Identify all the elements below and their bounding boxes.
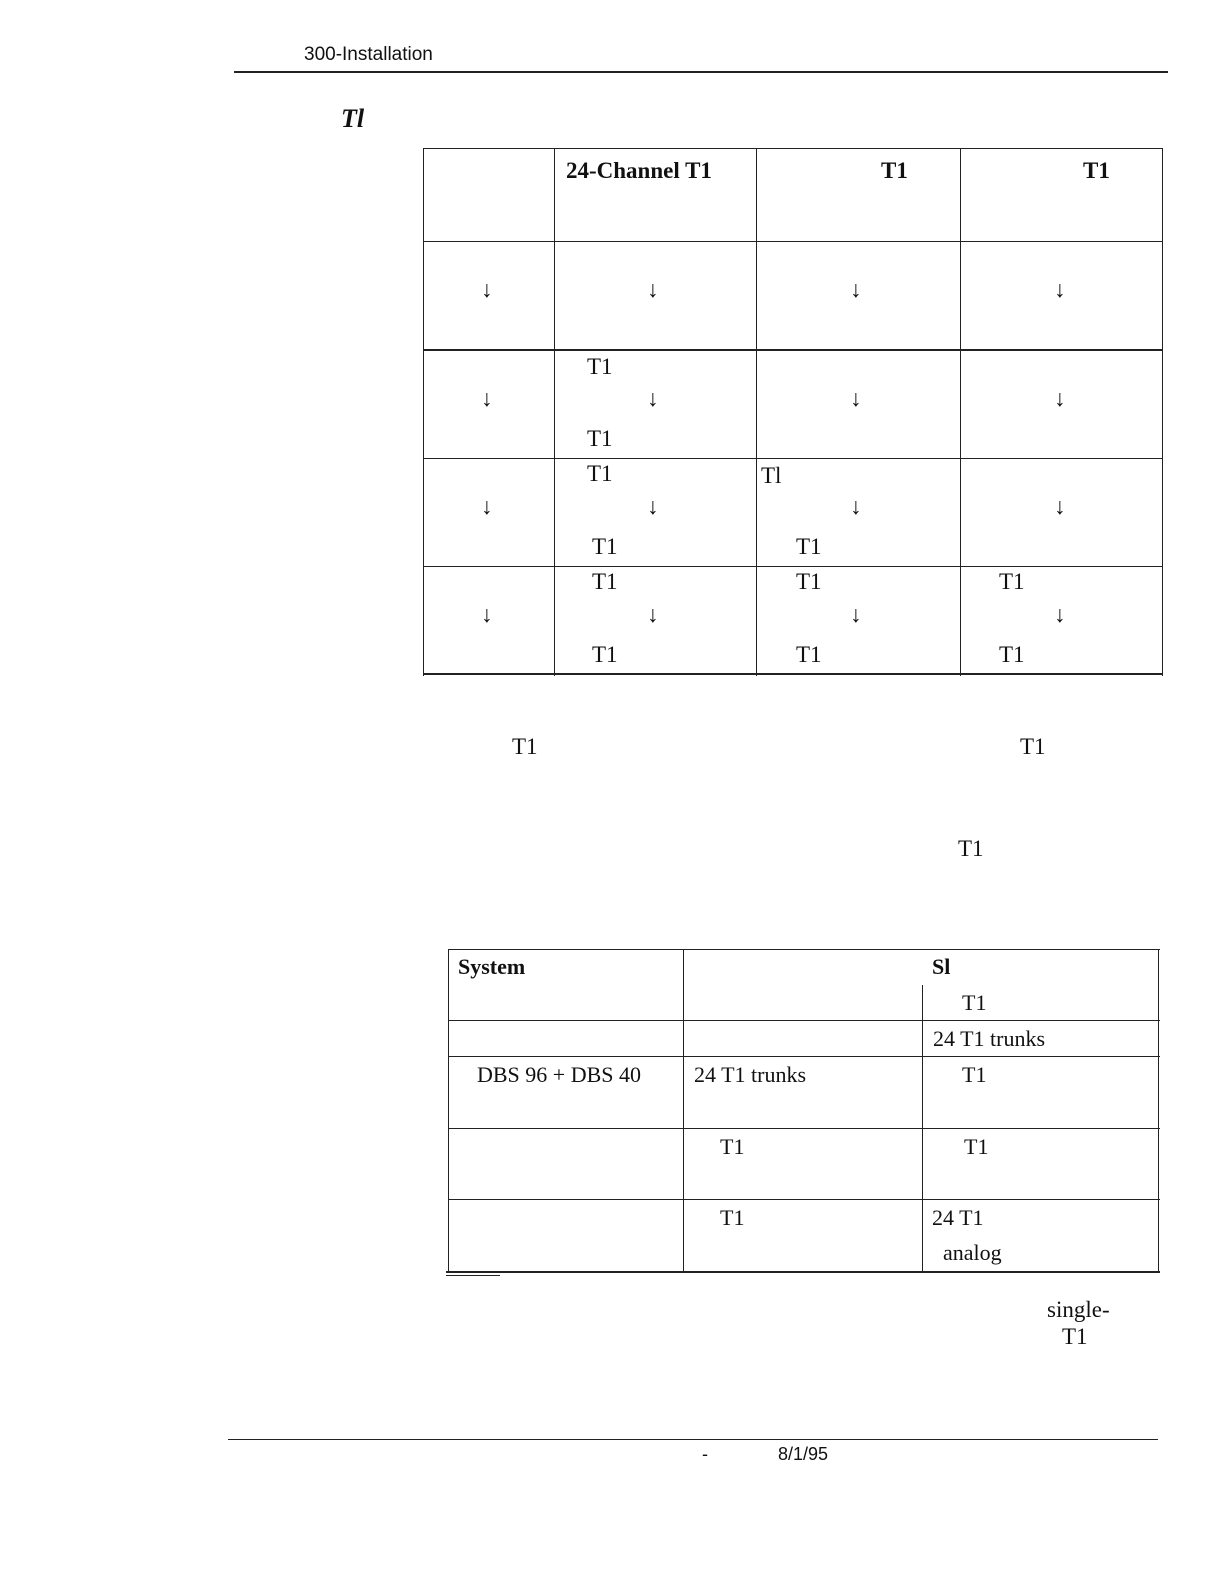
header-rule [234, 71, 1168, 73]
t1-label: T1 [592, 642, 618, 667]
header-sl: Sl [932, 954, 951, 979]
t1-label: T1 [587, 461, 613, 486]
cell-r3-c3: T1 [962, 1062, 987, 1087]
cell-r5-c3-line1: 24 T1 [932, 1205, 984, 1230]
cell-r3-c2: 24 T1 trunks [694, 1062, 807, 1087]
cell-r1-c3: T1 [962, 990, 987, 1015]
t1-label: T1 [999, 569, 1025, 594]
table-border [1162, 148, 1163, 676]
t1-label: T1 [592, 569, 618, 594]
table-border [423, 673, 1163, 675]
cell-r4-c3: T1 [964, 1134, 989, 1159]
table-divider [683, 949, 684, 1271]
table-divider [756, 148, 757, 676]
footer-rule [228, 1439, 1158, 1440]
t1-label: T1 [592, 534, 618, 559]
table-border [448, 949, 449, 1271]
down-arrow-icon: ↓ [481, 494, 493, 519]
cell-r3-c1: DBS 96 + DBS 40 [477, 1062, 642, 1087]
system-trunk-table [446, 949, 1160, 1274]
note-text: single- [1047, 1297, 1110, 1322]
table-divider [423, 349, 1163, 351]
down-arrow-icon: ↓ [1054, 277, 1066, 302]
down-arrow-icon: ↓ [1054, 386, 1066, 411]
header-t1-col3: T1 [881, 158, 908, 183]
table-border [1158, 949, 1159, 1271]
down-arrow-icon: ↓ [850, 277, 862, 302]
tl-label: Tl [761, 463, 782, 488]
body-t1-term: T1 [958, 836, 984, 861]
table-divider [922, 985, 923, 1271]
table-border [423, 148, 1163, 149]
section-label: Tl [341, 104, 365, 133]
t1-label: T1 [587, 354, 613, 379]
down-arrow-icon: ↓ [481, 277, 493, 302]
cell-r5-c3-line2: analog [943, 1240, 1002, 1265]
down-arrow-icon: ↓ [647, 602, 659, 627]
down-arrow-icon: ↓ [850, 386, 862, 411]
table-divider [448, 1128, 1160, 1129]
down-arrow-icon: ↓ [647, 494, 659, 519]
t1-label: T1 [796, 569, 822, 594]
page-header-title: 300-Installation [304, 44, 433, 65]
t1-config-table [423, 148, 1163, 676]
table-divider [448, 1020, 1160, 1021]
down-arrow-icon: ↓ [850, 494, 862, 519]
note-text: T1 [1062, 1324, 1088, 1349]
table-border [446, 1271, 1160, 1273]
body-t1-term: T1 [512, 734, 538, 759]
t1-label: T1 [999, 642, 1025, 667]
table-divider [960, 148, 961, 676]
cell-r5-c2: T1 [720, 1205, 745, 1230]
down-arrow-icon: ↓ [1054, 602, 1066, 627]
header-t1-col4: T1 [1083, 158, 1110, 183]
down-arrow-icon: ↓ [647, 277, 659, 302]
footer-separator: - [702, 1444, 708, 1464]
footer-date: 8/1/95 [778, 1444, 829, 1464]
header-24-channel-t1: 24-Channel T1 [566, 158, 712, 183]
table-divider [448, 1056, 1160, 1057]
table-border [423, 148, 424, 676]
table-divider [423, 566, 1163, 567]
down-arrow-icon: ↓ [647, 386, 659, 411]
footnote-rule [446, 1275, 500, 1276]
t1-label: T1 [796, 642, 822, 667]
header-system: System [458, 954, 526, 979]
down-arrow-icon: ↓ [850, 602, 862, 627]
table-border [448, 949, 1160, 950]
table-divider [448, 1199, 1160, 1200]
cell-r2-c3: 24 T1 trunks [933, 1026, 1046, 1051]
down-arrow-icon: ↓ [481, 386, 493, 411]
t1-label: T1 [587, 426, 613, 451]
cell-r4-c2: T1 [720, 1134, 745, 1159]
down-arrow-icon: ↓ [481, 602, 493, 627]
table-divider [423, 458, 1163, 459]
table-divider [554, 148, 555, 676]
table-divider [423, 241, 1163, 242]
down-arrow-icon: ↓ [1054, 494, 1066, 519]
t1-label: T1 [796, 534, 822, 559]
body-t1-term: T1 [1020, 734, 1046, 759]
